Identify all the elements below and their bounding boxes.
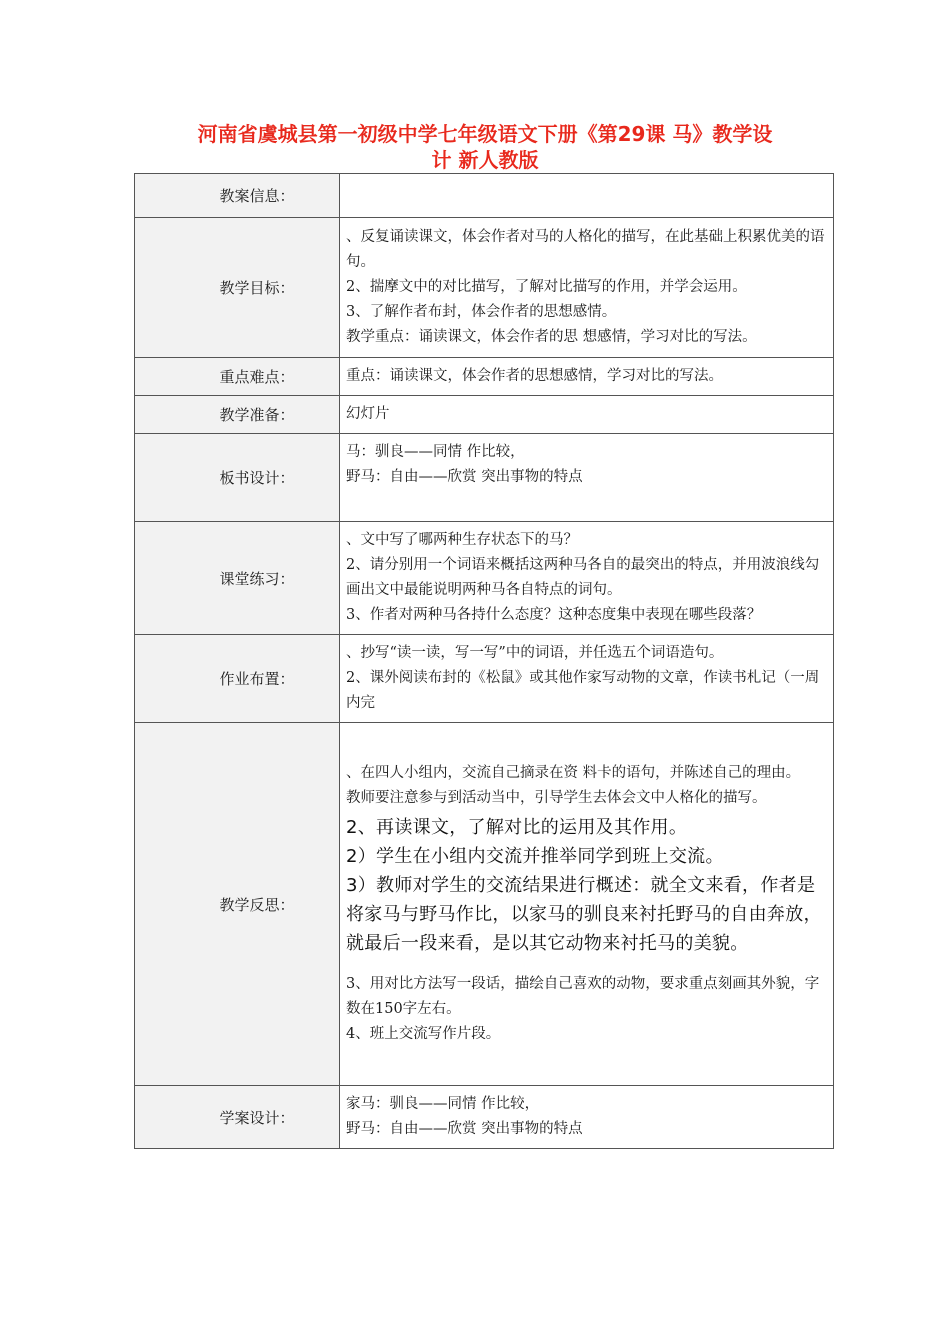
title-line-2: 计 新人教版	[431, 148, 539, 172]
row-homework	[135, 635, 834, 723]
label-keypoints: 重点难点：	[135, 358, 340, 396]
reflection-handwritten-line: 2、再读课文，了解对比的运用及其作用。	[346, 817, 688, 838]
row-practice	[135, 522, 834, 635]
practice-line: 3、作者对两种马各持什么态度？这种态度集中表现在哪些段落？	[346, 607, 762, 623]
row-prep	[135, 396, 834, 434]
content-info	[340, 174, 834, 218]
content-prep	[340, 396, 834, 434]
label-student: 学案设计：	[135, 1086, 340, 1149]
label-reflection: 教学反思：	[135, 723, 340, 1086]
lesson-plan-table	[134, 173, 834, 1149]
title-line-1: 河南省虞城县第一初级中学七年级语文下册《第29课 马》教学设	[197, 122, 773, 146]
student-line: 野马：自由——欣赏 突出事物的特点	[346, 1121, 583, 1137]
label-goals: 教学目标：	[135, 218, 340, 358]
keypoints-line: 重点：诵读课文，体会作者的思想感情，学习对比的写法。	[346, 368, 723, 384]
board-line: 野马：自由——欣赏 突出事物的特点	[346, 469, 583, 485]
reflection-handwritten-line: 3）教师对学生的交流结果进行概述：就全文来看，作者是将家马与野马作比，以家马的驯良来衬托野马的自由奔放，就最后一段来看，是以其它动物来衬托马的美貌。	[346, 875, 822, 954]
goal-line: 教学重点：诵读课文，体会作者的思 想感情，学习对比的写法。	[346, 329, 757, 345]
content-board	[340, 434, 834, 522]
row-info	[135, 174, 834, 218]
content-practice	[340, 522, 834, 635]
practice-line: 2、请分别用一个词语来概括这两种马各自的最突出的特点，并用波浪线勾画出文中最能说明两种马各自特点的词句。	[346, 557, 820, 598]
row-student	[135, 1086, 834, 1149]
document-title	[135, 121, 835, 173]
content-goals	[340, 218, 834, 358]
row-goals	[135, 218, 834, 358]
goal-line: 2、揣摩文中的对比描写，了解对比描写的作用，并学会运用。	[346, 279, 747, 295]
homework-line: 2、课外阅读布封的《松鼠》或其他作家写动物的文章，作读书札记（一周内完	[346, 670, 820, 711]
practice-line: 、文中写了哪两种生存状态下的马？	[346, 532, 578, 548]
goal-line: 3、了解作者布封，体会作者的思想感情。	[346, 304, 617, 320]
row-keypoints	[135, 358, 834, 396]
reflection-line: 、在四人小组内，交流自己摘录在资 料卡的语句，并陈述自己的理由。	[346, 765, 801, 781]
label-prep: 教学准备：	[135, 396, 340, 434]
prep-line: 幻灯片	[346, 406, 390, 422]
goal-line: 、反复诵读课文，体会作者对马的人格化的描写，在此基础上积累优美的语句。	[346, 229, 825, 270]
reflection-line: 教师要注意参与到活动当中，引导学生去体会文中人格化的描写。	[346, 790, 767, 806]
content-reflection	[340, 723, 834, 1086]
row-board	[135, 434, 834, 522]
reflection-handwritten-line: 2）学生在小组内交流并推举同学到班上交流。	[346, 846, 724, 867]
board-line: 马：驯良——同情 作比较，	[346, 444, 525, 460]
label-homework: 作业布置：	[135, 635, 340, 723]
reflection-line: 4、班上交流写作片段。	[346, 1026, 501, 1042]
label-board: 板书设计：	[135, 434, 340, 522]
row-reflection	[135, 723, 834, 1086]
reflection-line: 3、用对比方法写一段话，描绘自己喜欢的动物，要求重点刻画其外貌，字数在150字左右。	[346, 976, 820, 1017]
student-line: 家马：驯良——同情 作比较，	[346, 1096, 540, 1112]
content-student	[340, 1086, 834, 1149]
content-keypoints	[340, 358, 834, 396]
label-info: 教案信息：	[135, 174, 340, 218]
label-practice: 课堂练习：	[135, 522, 340, 635]
homework-line: 、抄写“读一读，写一写”中的词语，并任选五个词语造句。	[346, 645, 724, 661]
content-homework	[340, 635, 834, 723]
